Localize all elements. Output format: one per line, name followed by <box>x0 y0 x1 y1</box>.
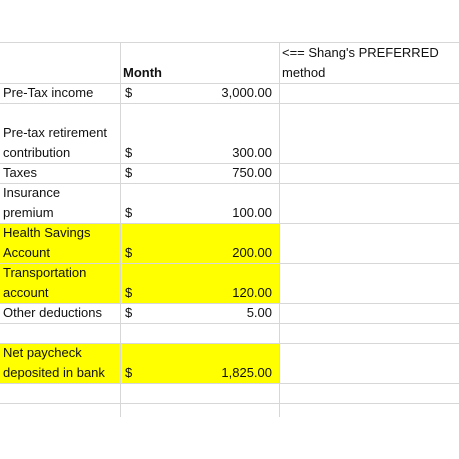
taxes-label[interactable]: Taxes <box>3 165 37 180</box>
gridline <box>0 103 459 104</box>
retirement-currency: $ <box>125 145 133 160</box>
insurance-label-line-2[interactable]: premium <box>3 205 54 220</box>
transportation-label-line-2[interactable]: account <box>3 285 49 300</box>
other-deductions-currency: $ <box>125 305 133 320</box>
hsa-label-line-2[interactable]: Account <box>3 245 50 260</box>
preferred-method-note-line-2[interactable]: method <box>282 65 326 80</box>
taxes-currency: $ <box>125 165 133 180</box>
retirement-label-line-2[interactable]: contribution <box>3 145 71 160</box>
insurance-currency: $ <box>125 205 133 220</box>
other-deductions-label[interactable]: Other deductions <box>3 305 103 320</box>
gridline <box>0 183 459 184</box>
hsa-currency: $ <box>125 245 133 260</box>
other-deductions-value[interactable]: 5.00 <box>246 305 272 320</box>
net-paycheck-label-line-2[interactable]: deposited in bank <box>3 365 105 380</box>
insurance-value[interactable]: 100.00 <box>232 205 272 220</box>
column-divider <box>120 42 121 417</box>
net-paycheck-label-line-1[interactable]: Net paycheck <box>3 345 82 360</box>
retirement-value[interactable]: 300.00 <box>232 145 272 160</box>
taxes-value[interactable]: 750.00 <box>232 165 272 180</box>
net-paycheck-currency: $ <box>125 365 133 380</box>
hsa-value[interactable]: 200.00 <box>232 245 272 260</box>
transportation-currency: $ <box>125 285 133 300</box>
gridline <box>0 403 459 404</box>
pretax-income-currency: $ <box>125 85 133 100</box>
pretax-income-label[interactable]: Pre-Tax income <box>3 85 94 100</box>
net-paycheck-value[interactable]: 1,825.00 <box>221 365 272 380</box>
transportation-value[interactable]: 120.00 <box>232 285 272 300</box>
column-divider <box>279 42 280 417</box>
transportation-label-line-1[interactable]: Transportation <box>3 265 87 280</box>
hsa-label-line-1[interactable]: Health Savings <box>3 225 91 240</box>
insurance-label-line-1[interactable]: Insurance <box>3 185 61 200</box>
preferred-method-note-line-1[interactable]: <== Shang's PREFERRED <box>282 45 439 60</box>
retirement-label-line-1[interactable]: Pre-tax retirement <box>3 125 108 140</box>
pretax-income-value[interactable]: 3,000.00 <box>221 85 272 100</box>
month-column-header[interactable]: Month <box>123 65 162 80</box>
gridline <box>0 323 459 324</box>
gridline <box>0 383 459 384</box>
